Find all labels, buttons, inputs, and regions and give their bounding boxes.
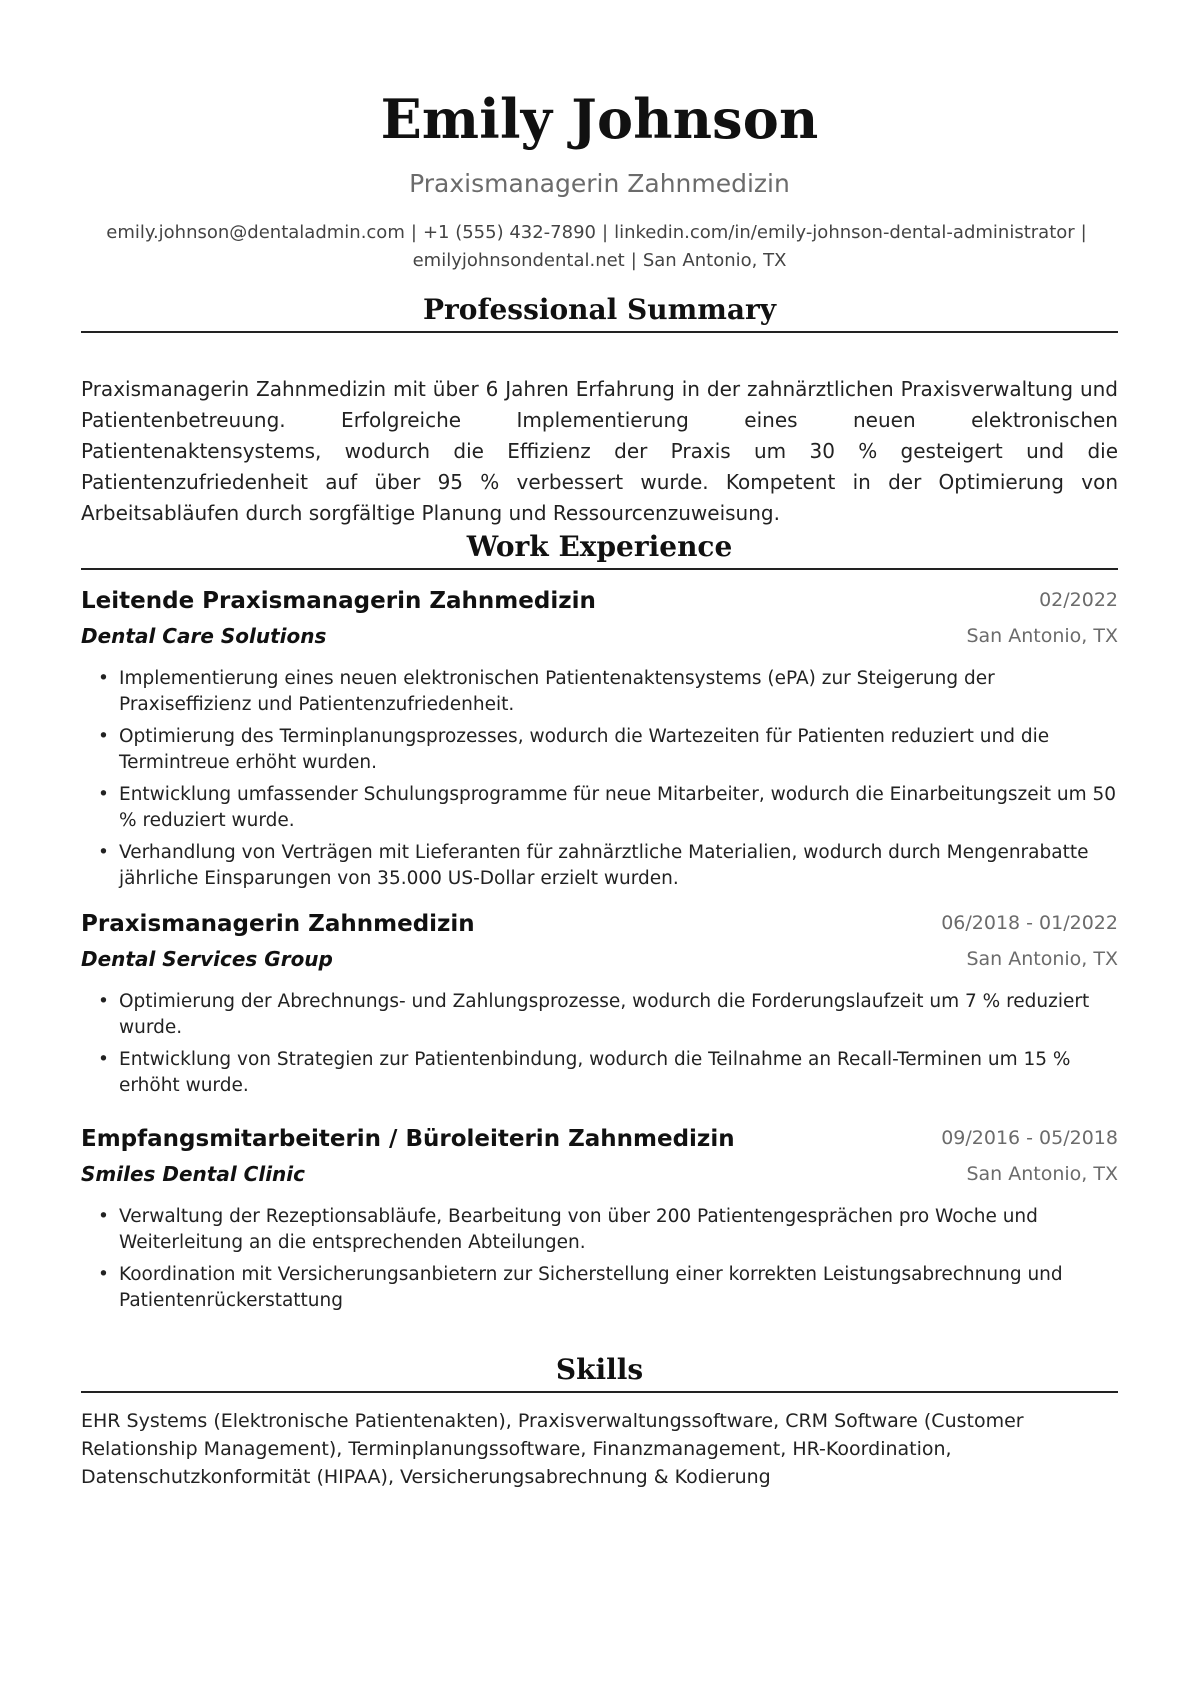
section-title-skills: Skills (555, 1353, 644, 1386)
job-title: Praxismanagerin Zahnmedizin (81, 911, 475, 937)
email-link[interactable]: emily.johnson@dentaladmin.com (106, 222, 405, 243)
job-bullet (81, 666, 1118, 718)
candidate-title: Praxismanagerin Zahnmedizin (409, 169, 790, 198)
bullet-icon: • (98, 668, 109, 689)
bullet-text: Verhandlung von Verträgen mit Lieferanten für zahnärztliche Materialien, wodurch durch Mengenrabatte jährliche Einsparungen von 35.000 US-Dollar erzielt wurden. (119, 842, 1089, 889)
bullet-text: Koordination mit Versicherungsanbietern zur Sicherstellung einer korrekten Leistungsabrechnung und Patientenrückerstattung (119, 1264, 1063, 1311)
website-link[interactable]: emilyjohnsondental.net (412, 250, 625, 271)
bullet-icon: • (98, 1264, 109, 1285)
job-bullets (81, 666, 1118, 898)
candidate-name: Emily Johnson (380, 87, 819, 151)
bullet-icon: • (98, 842, 109, 863)
contact-separator: | (601, 222, 609, 243)
section-divider (81, 331, 1118, 333)
skills-text: EHR Systems (Elektronische Patientenakten), Praxisverwaltungssoftware, CRM Software (Customer Relationship Management), Terminplanungssoftware, Finanzmanagement, HR-Koordination, Datenschutzkonformität (HIPAA), Versicherungsabrechnung & Kodierung (81, 1410, 1024, 1488)
job-date: 09/2016 - 05/2018 (941, 1127, 1118, 1149)
section-divider (81, 1391, 1118, 1393)
job-bullet (81, 782, 1118, 834)
bullet-text: Verwaltung der Rezeptionsabläufe, Bearbeitung von über 200 Patientengesprächen pro Woche und Weiterleitung an die entsprechenden Abteilungen. (119, 1206, 1038, 1253)
job-bullet (81, 1204, 1118, 1256)
job-bullet (81, 1262, 1118, 1314)
job-company: Smiles Dental Clinic (81, 1162, 306, 1186)
section-title-experience: Work Experience (466, 530, 733, 563)
job-title: Empfangsmitarbeiterin / Büroleiterin Zahnmedizin (81, 1126, 735, 1152)
bullet-text: Optimierung des Terminplanungsprozesses, wodurch die Wartezeiten für Patienten reduziert und die Termintreue erhöht wurden. (119, 726, 1050, 773)
bullet-icon: • (98, 1049, 109, 1070)
summary-text: Praxismanagerin Zahnmedizin mit über 6 Jahren Erfahrung in der zahnärztlichen Praxisverwaltung und Patientenbetreuung. Erfolgreiche Implementierung eines neuen elektronischen Patientenaktensystems, wodurch die Effizienz der Praxis um 30 % gesteigert und die Patientenzufriedenheit auf über 95 % verbessert wurde. Kompetent in der Optimierung von Arbeitsabläufen durch sorgfältige Planung und Ressourcenzuweisung. (81, 377, 1118, 525)
bullet-text: Entwicklung von Strategien zur Patientenbindung, wodurch die Teilnahme an Recall-Terminen um 15 % erhöht wurde. (119, 1049, 1071, 1096)
job-bullet (81, 1047, 1118, 1099)
job-bullets (81, 1204, 1118, 1320)
job-date: 02/2022 (1039, 589, 1118, 611)
location: San Antonio, TX (642, 250, 787, 271)
contact-separator: | (630, 250, 637, 271)
section-divider (81, 568, 1118, 570)
contact-line-1 (81, 219, 1118, 247)
contact-line-2 (81, 247, 1118, 275)
linkedin-link[interactable]: linkedin.com/in/emily-johnson-dental-administrator (614, 222, 1075, 243)
bullet-text: Implementierung eines neuen elektronischen Patientenaktensystems (ePA) zur Steigerung der Praxiseffizienz und Patientenzufriedenheit. (119, 668, 995, 715)
bullet-text: Optimierung der Abrechnungs- und Zahlungsprozesse, wodurch die Forderungslaufzeit um 7 % reduziert wurde. (119, 991, 1090, 1038)
bullet-text: Entwicklung umfassender Schulungsprogramme für neue Mitarbeiter, wodurch die Einarbeitungszeit um 50 % reduziert wurde. (119, 784, 1117, 831)
phone-number: +1 (555) 432-7890 (422, 222, 596, 243)
job-bullet (81, 724, 1118, 776)
bullet-icon: • (98, 1206, 109, 1227)
bullet-icon: • (98, 991, 109, 1012)
section-title-summary: Professional Summary (422, 293, 777, 326)
contact-separator: | (410, 222, 417, 243)
bullet-icon: • (98, 726, 109, 747)
job-bullet (81, 840, 1118, 892)
job-company: Dental Care Solutions (81, 624, 327, 648)
job-date: 06/2018 - 01/2022 (941, 912, 1118, 934)
job-bullets (81, 989, 1118, 1105)
contact-info (81, 219, 1118, 275)
job-location: San Antonio, TX (966, 1163, 1118, 1185)
job-title: Leitende Praxismanagerin Zahnmedizin (81, 588, 596, 614)
job-location: San Antonio, TX (966, 948, 1118, 970)
job-bullet (81, 989, 1118, 1041)
job-location: San Antonio, TX (966, 625, 1118, 647)
contact-separator: | (1080, 222, 1087, 243)
bullet-icon: • (98, 784, 109, 805)
job-company: Dental Services Group (81, 947, 333, 971)
